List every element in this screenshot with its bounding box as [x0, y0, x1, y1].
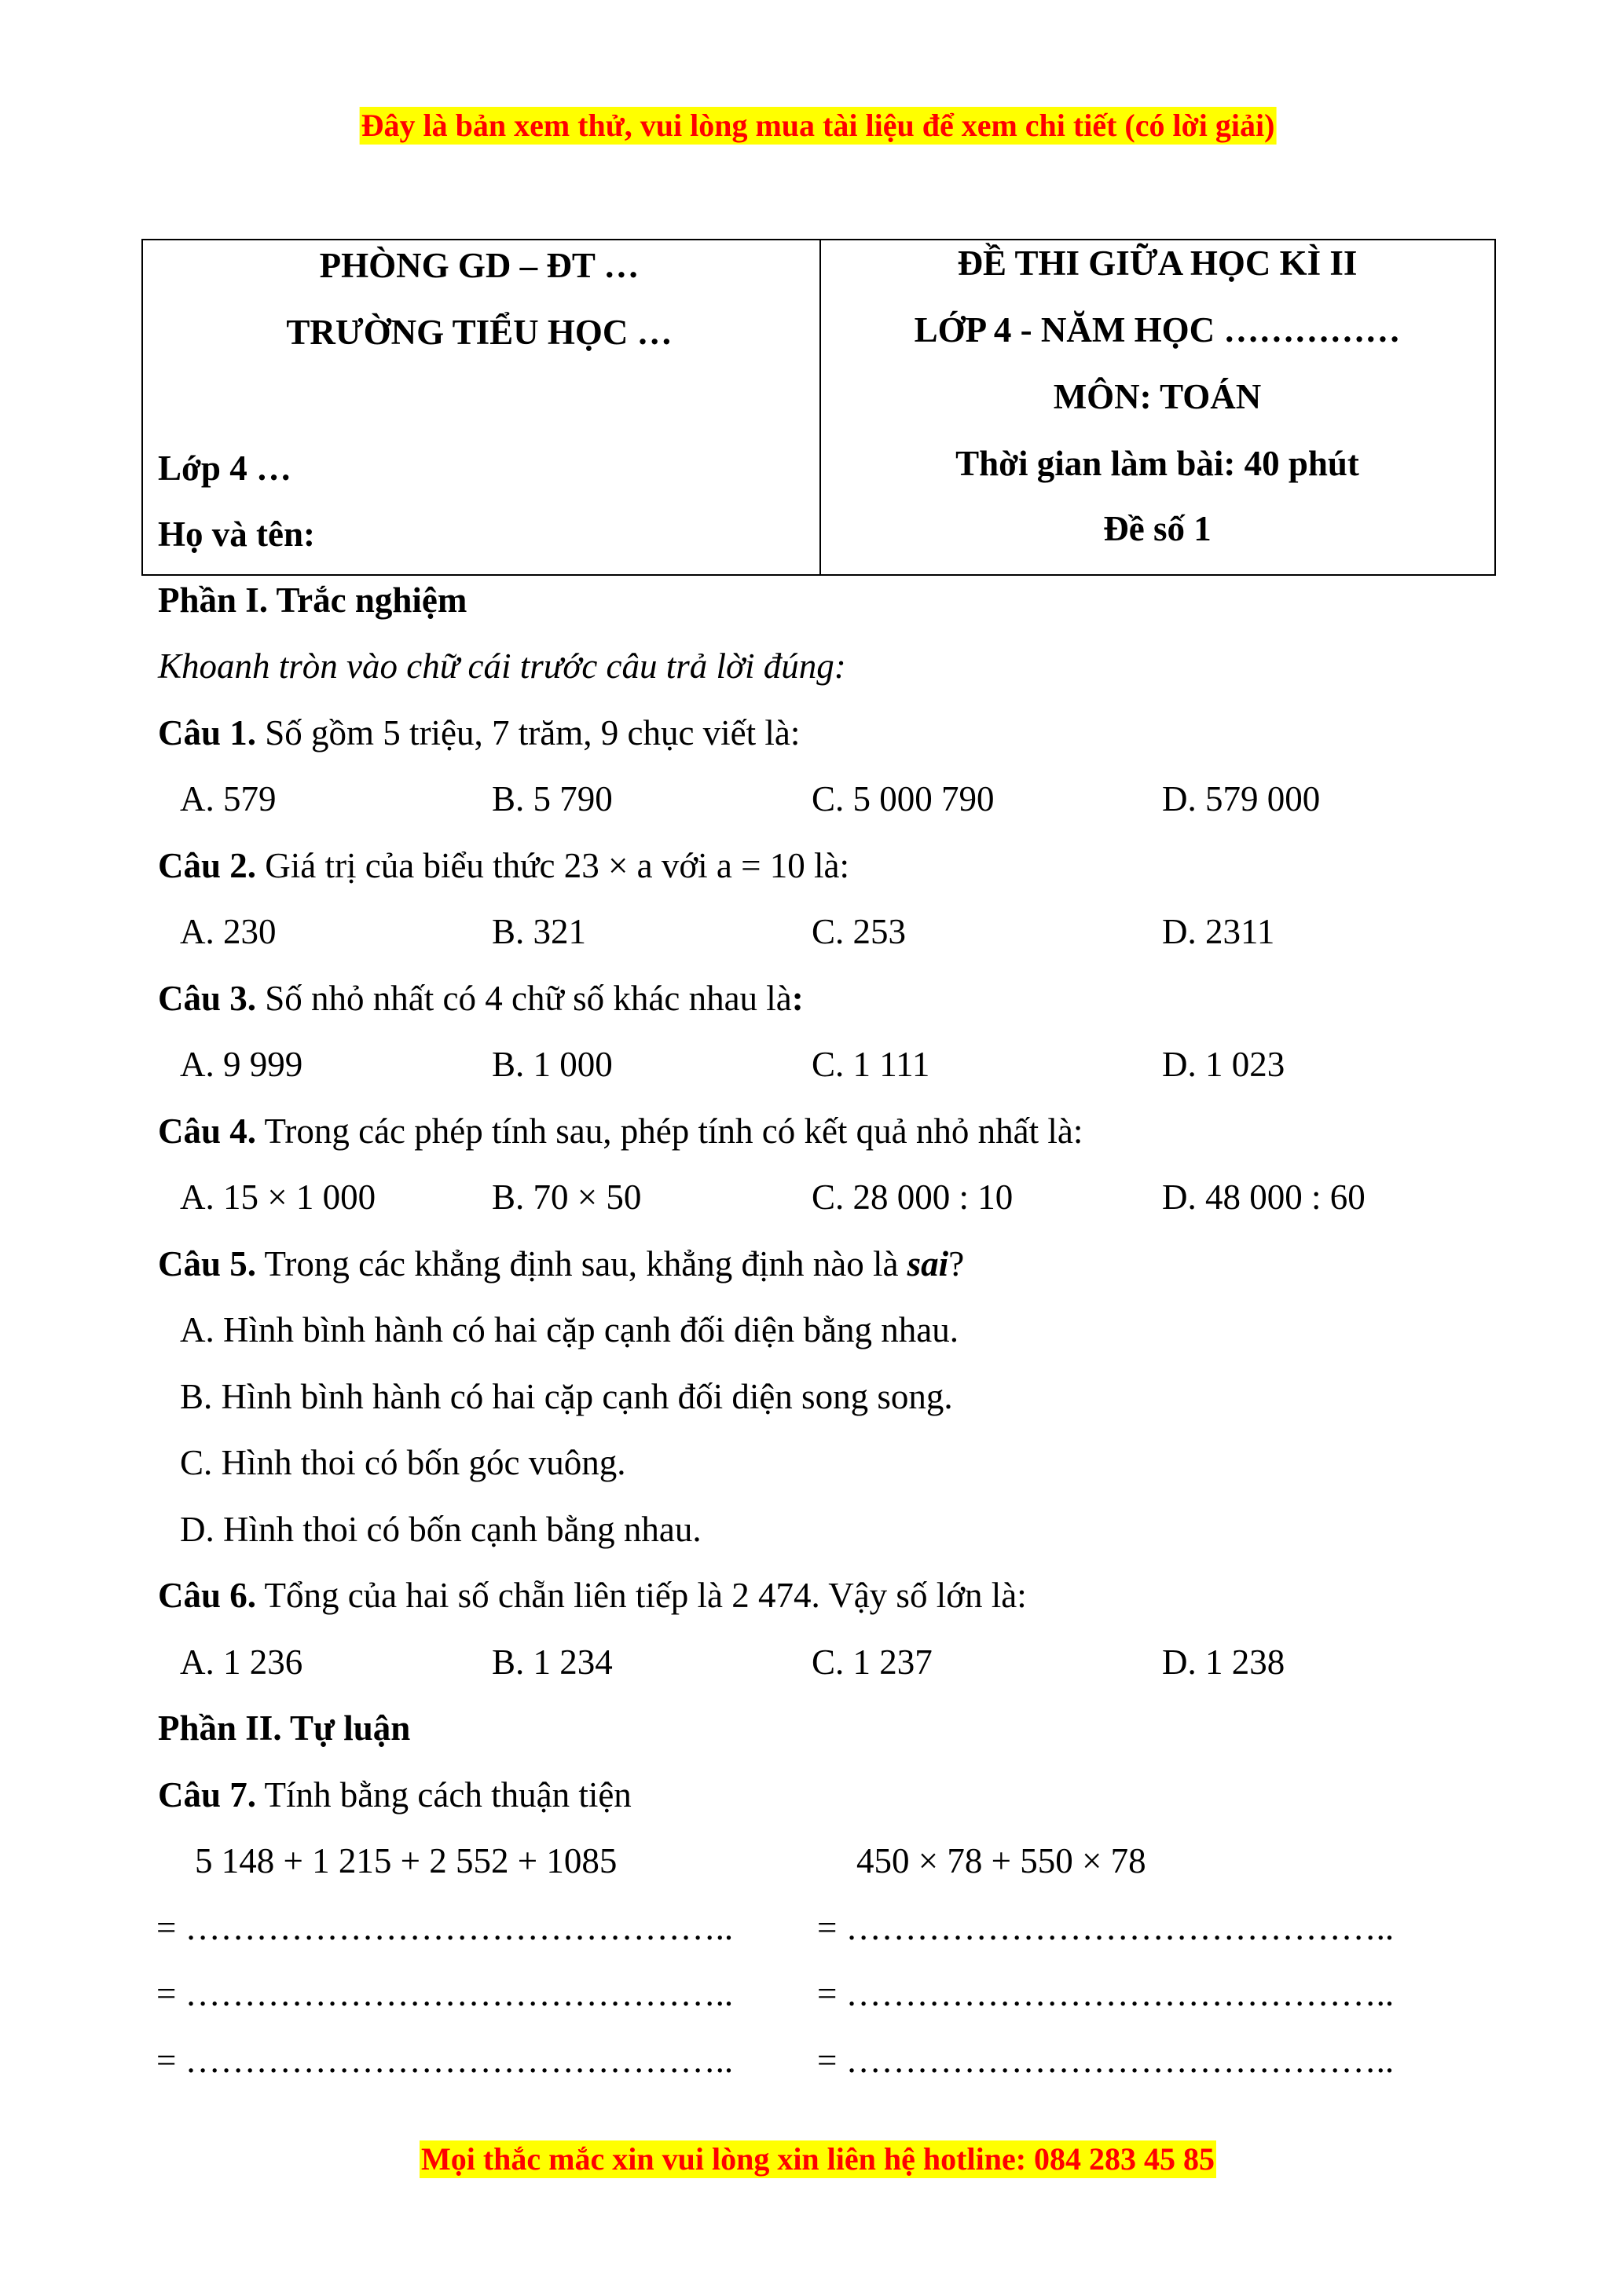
department-name: PHÒNG GD – ĐT …: [319, 246, 640, 285]
option-b: B. Hình bình hành có hai cặp cạnh đối diện song song.: [180, 1377, 953, 1416]
school-name: TRƯỜNG TIỂU HỌC …: [286, 313, 673, 352]
question-label: Câu 6.: [158, 1576, 257, 1615]
option-d: D. 48 000 : 60: [1162, 1177, 1366, 1217]
question-colon: :: [791, 979, 804, 1018]
student-name-label: Họ và tên:: [158, 514, 315, 554]
part1-title: Phần I. Trắc nghiệm: [158, 580, 467, 620]
option-a: A. 230: [180, 912, 277, 951]
part2-title: Phần II. Tự luận: [158, 1708, 411, 1748]
question-label: Câu 5.: [158, 1244, 257, 1283]
table-divider: [819, 240, 821, 574]
exam-title: ĐỀ THI GIỮA HỌC KÌ II: [957, 244, 1358, 283]
question-7: [158, 1775, 632, 1814]
option-a: A. 1 236: [180, 1642, 303, 1682]
option-c: C. 5 000 790: [812, 779, 995, 818]
question-text: Trong các khẳng định sau, khẳng định nào là: [256, 1244, 907, 1283]
question-3: [158, 981, 804, 1016]
answer-blank: = ………………………………………..: [156, 1908, 734, 1947]
exam-version: Đề số 1: [1103, 509, 1212, 548]
option-a: A. 15 × 1 000: [180, 1177, 376, 1217]
question-mark: ?: [948, 1244, 965, 1283]
option-b: B. 321: [492, 912, 587, 951]
answer-blank: = ………………………………………..: [817, 1908, 1395, 1947]
answer-blank: = ………………………………………..: [156, 1974, 734, 2013]
question-5: [158, 1244, 965, 1283]
question-text: Giá trị của biểu thức 23 × a với a = 10 là:: [256, 846, 850, 885]
option-d: D. 579 000: [1162, 779, 1321, 818]
hotline-banner: Mọi thắc mắc xin vui lòng xin liên hệ hotline: 084 283 45 85: [420, 2141, 1215, 2177]
exam-header-table: [141, 239, 1496, 576]
option-a: A. Hình bình hành có hai cặp cạnh đối diện bằng nhau.: [180, 1310, 959, 1349]
emphasis-word: sai: [907, 1244, 949, 1283]
option-a: A. 579: [180, 779, 277, 818]
question-6: [158, 1578, 1027, 1613]
question-text: Tính bằng cách thuận tiện: [256, 1775, 632, 1814]
question-label: Câu 7.: [158, 1775, 257, 1814]
part1-instruction: Khoanh tròn vào chữ cái trước câu trả lời đúng:: [158, 646, 846, 686]
preview-notice-banner: Đây là bản xem thử, vui lòng mua tài liệu để xem chi tiết (có lời giải): [361, 108, 1275, 143]
class-label: Lớp 4 …: [158, 449, 291, 488]
question-label: Câu 2.: [158, 846, 257, 885]
answer-blank: = ………………………………………..: [156, 2041, 734, 2080]
question-2: [158, 848, 849, 884]
time-limit: Thời gian làm bài: 40 phút: [955, 444, 1359, 483]
question-label: Câu 3.: [158, 979, 257, 1018]
option-c: C. 253: [812, 912, 907, 951]
answer-blank: = ………………………………………..: [817, 2041, 1395, 2080]
option-c: C. 28 000 : 10: [812, 1177, 1014, 1217]
option-b: B. 1 234: [492, 1642, 613, 1682]
question-text: Trong các phép tính sau, phép tính có kết quả nhỏ nhất là:: [256, 1111, 1083, 1151]
option-d: D. 1 238: [1162, 1642, 1285, 1682]
subject: MÔN: TOÁN: [1053, 377, 1262, 416]
answer-blank: = ………………………………………..: [817, 1974, 1395, 2013]
option-c: C. 1 237: [812, 1642, 933, 1682]
option-b: B. 1 000: [492, 1045, 613, 1084]
option-d: D. 1 023: [1162, 1045, 1285, 1084]
option-a: A. 9 999: [180, 1045, 303, 1084]
question-text: Số gồm 5 triệu, 7 trăm, 9 chục viết là:: [256, 713, 801, 753]
option-c: C. Hình thoi có bốn góc vuông.: [180, 1443, 626, 1482]
question-1: [158, 713, 801, 753]
question-label: Câu 4.: [158, 1111, 257, 1151]
option-b: B. 70 × 50: [492, 1177, 642, 1217]
option-c: C. 1 111: [812, 1045, 930, 1084]
expression-2: 450 × 78 + 550 × 78: [856, 1841, 1146, 1880]
expression-1: 5 148 + 1 215 + 2 552 + 1085: [195, 1841, 618, 1880]
grade-year: LỚP 4 - NĂM HỌC ……………: [914, 310, 1401, 350]
question-text: Tổng của hai số chẵn liên tiếp là 2 474. Vậy số lớn là:: [256, 1576, 1027, 1615]
question-label: Câu 1.: [158, 713, 257, 753]
option-d: D. 2311: [1162, 912, 1275, 951]
option-b: B. 5 790: [492, 779, 613, 818]
option-d: D. Hình thoi có bốn cạnh bằng nhau.: [180, 1510, 702, 1549]
question-4: [158, 1111, 1083, 1151]
question-text: Số nhỏ nhất có 4 chữ số khác nhau là: [256, 979, 792, 1018]
